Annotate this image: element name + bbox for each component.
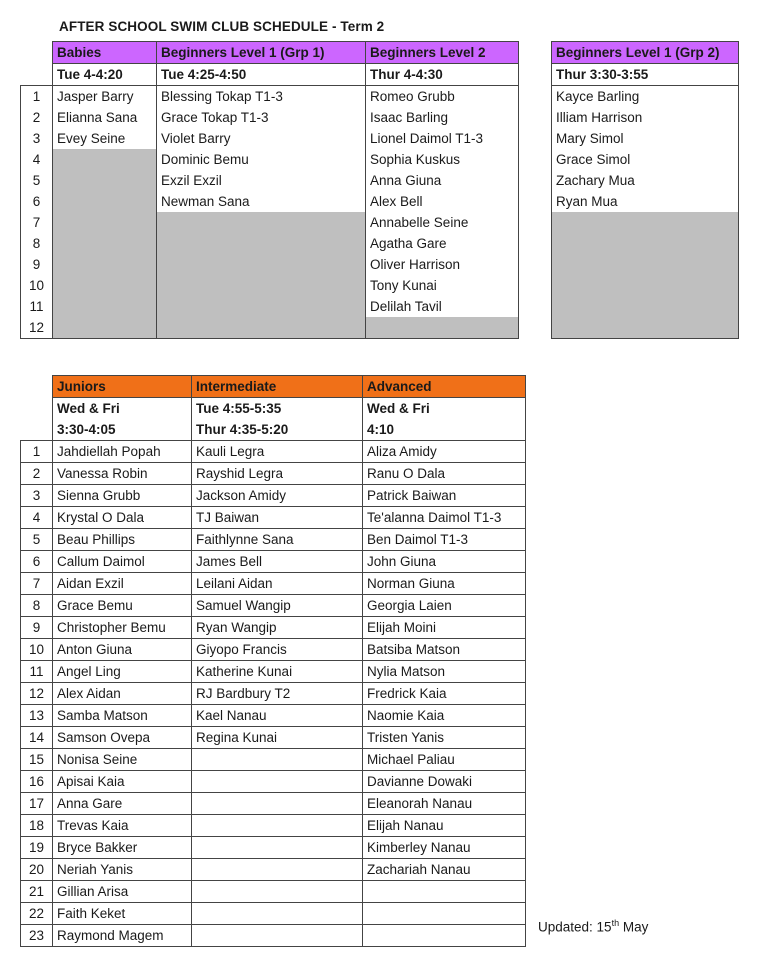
student-cell [157,212,366,233]
table-row [21,212,519,233]
student-cell: Giyopo Francis [192,639,363,661]
student-cell: Lionel Daimol T1-3 [366,128,519,149]
column-time2-intermediate: Thur 4:35-5:20 [192,419,363,441]
row-number: 19 [21,837,53,859]
table-row [21,595,526,617]
column-header-advanced: Advanced [363,376,526,398]
row-number: 6 [21,191,53,212]
student-cell [157,233,366,254]
student-cell: Ben Daimol T1-3 [363,529,526,551]
student-cell [157,254,366,275]
table-row [21,881,526,903]
student-cell [192,881,363,903]
column-time-babies: Tue 4-4:20 [53,64,157,86]
table-row [21,254,519,275]
student-cell: Tristen Yanis [363,727,526,749]
student-cell: Bryce Bakker [53,837,192,859]
student-cell [157,275,366,296]
column-header-beginners-l2: Beginners Level 2 [366,42,519,64]
student-cell: Faith Keket [53,903,192,925]
table-row [21,617,526,639]
student-cell: Samba Matson [53,705,192,727]
student-cell: Batsiba Matson [363,639,526,661]
student-cell [192,837,363,859]
student-cell [53,317,157,339]
row-number: 5 [21,529,53,551]
student-cell: Eleanorah Nanau [363,793,526,815]
student-cell: Isaac Barling [366,107,519,128]
student-cell [552,317,739,339]
row-number: 17 [21,793,53,815]
row-number: 2 [21,463,53,485]
student-cell [363,881,526,903]
table-row [21,661,526,683]
row-number: 22 [21,903,53,925]
table-row [552,317,739,339]
column-header-intermediate: Intermediate [192,376,363,398]
student-cell: Anton Giuna [53,639,192,661]
table-row [21,529,526,551]
table-row [21,903,526,925]
row-number: 1 [21,86,53,108]
student-cell: Sienna Grubb [53,485,192,507]
row-number: 5 [21,170,53,191]
student-cell [192,925,363,947]
table-row [21,727,526,749]
student-cell: Apisai Kaia [53,771,192,793]
row-number: 12 [21,683,53,705]
row-number: 7 [21,212,53,233]
student-cell: Beau Phillips [53,529,192,551]
student-cell: Christopher Bemu [53,617,192,639]
row-number: 4 [21,149,53,170]
student-cell: Elijah Moini [363,617,526,639]
student-cell: Michael Paliau [363,749,526,771]
table-row [552,212,739,233]
table-row [552,170,739,191]
student-cell [552,275,739,296]
student-cell: Jackson Amidy [192,485,363,507]
row-number: 12 [21,317,53,339]
student-cell: Dominic Bemu [157,149,366,170]
student-cell [53,149,157,170]
table-row [552,107,739,128]
student-cell: Vanessa Robin [53,463,192,485]
student-cell: Ryan Wangip [192,617,363,639]
student-cell: Samuel Wangip [192,595,363,617]
column-header-juniors: Juniors [53,376,192,398]
student-cell [552,254,739,275]
page-title: AFTER SCHOOL SWIM CLUB SCHEDULE - Term 2 [59,19,385,34]
student-cell [157,317,366,339]
student-cell: Naomie Kaia [363,705,526,727]
student-cell: Katherine Kunai [192,661,363,683]
row-number: 3 [21,485,53,507]
student-cell: Oliver Harrison [366,254,519,275]
student-cell: Mary Simol [552,128,739,149]
student-cell: Blessing Tokap T1-3 [157,86,366,108]
row-number: 9 [21,254,53,275]
student-cell [53,233,157,254]
student-cell: Newman Sana [157,191,366,212]
row-number: 10 [21,639,53,661]
table-row [21,793,526,815]
student-cell: Zachariah Nanau [363,859,526,881]
schedule-table-seniors [20,375,526,947]
table-row [21,573,526,595]
table-row [21,128,519,149]
student-cell: Grace Simol [552,149,739,170]
student-cell: Kayce Barling [552,86,739,108]
student-cell [53,170,157,191]
student-cell: Kauli Legra [192,441,363,463]
schedule-table-beginners-grp2 [551,41,739,339]
student-cell: Elianna Sana [53,107,157,128]
student-cell: Elijah Nanau [363,815,526,837]
student-cell: Kimberley Nanau [363,837,526,859]
student-cell: Aidan Exzil [53,573,192,595]
student-cell: Samson Ovepa [53,727,192,749]
updated-note: Updated: 15th May [538,918,649,935]
student-cell: Exzil Exzil [157,170,366,191]
student-cell: Zachary Mua [552,170,739,191]
column-time-beginners-l1-grp1: Tue 4:25-4:50 [157,64,366,86]
table-row [552,191,739,212]
student-cell: Delilah Tavil [366,296,519,317]
table-row [552,296,739,317]
student-cell [192,793,363,815]
schedule-table-beginners [20,41,519,339]
student-cell: Callum Daimol [53,551,192,573]
student-cell: Trevas Kaia [53,815,192,837]
table-row [21,233,519,254]
table-row [21,551,526,573]
student-cell: Neriah Yanis [53,859,192,881]
column-header-babies: Babies [53,42,157,64]
student-cell: Grace Bemu [53,595,192,617]
row-number: 10 [21,275,53,296]
student-cell [192,903,363,925]
student-cell: Leilani Aidan [192,573,363,595]
student-cell [53,254,157,275]
column-header-beginners-l1-grp1: Beginners Level 1 (Grp 1) [157,42,366,64]
student-cell: Alex Bell [366,191,519,212]
student-cell: Evey Seine [53,128,157,149]
column-time-intermediate: Tue 4:55-5:35 [192,398,363,420]
table-row [21,441,526,463]
student-cell: Raymond Magem [53,925,192,947]
student-cell: Violet Barry [157,128,366,149]
student-cell: Romeo Grubb [366,86,519,108]
student-cell: Davianne Dowaki [363,771,526,793]
student-cell: Tony Kunai [366,275,519,296]
student-cell: Nylia Matson [363,661,526,683]
student-cell [552,296,739,317]
student-cell: Krystal O Dala [53,507,192,529]
student-cell: Fredrick Kaia [363,683,526,705]
row-number: 8 [21,595,53,617]
student-cell: Ryan Mua [552,191,739,212]
student-cell [363,903,526,925]
table-row [21,925,526,947]
table-row [21,639,526,661]
table-row [21,463,526,485]
table-row [21,170,519,191]
student-cell: Illiam Harrison [552,107,739,128]
student-cell [366,317,519,339]
student-cell [53,212,157,233]
column-time-beginners-l1-grp2: Thur 3:30-3:55 [552,64,739,86]
student-cell [552,233,739,254]
student-cell: Patrick Baiwan [363,485,526,507]
row-number: 11 [21,661,53,683]
table-row [552,275,739,296]
student-cell [192,859,363,881]
table-row [21,837,526,859]
student-cell: Sophia Kuskus [366,149,519,170]
student-cell: Annabelle Seine [366,212,519,233]
student-cell: Grace Tokap T1-3 [157,107,366,128]
student-cell: Te'alanna Daimol T1-3 [363,507,526,529]
row-number: 18 [21,815,53,837]
student-cell: Aliza Amidy [363,441,526,463]
column-header-beginners-l1-grp2: Beginners Level 1 (Grp 2) [552,42,739,64]
student-cell: James Bell [192,551,363,573]
table-row [552,128,739,149]
student-cell: Anna Gare [53,793,192,815]
table-row [21,771,526,793]
table-row [552,86,739,108]
student-cell [192,771,363,793]
student-cell [53,296,157,317]
column-time2-juniors: 3:30-4:05 [53,419,192,441]
row-number: 4 [21,507,53,529]
student-cell: TJ Baiwan [192,507,363,529]
row-number: 6 [21,551,53,573]
table-row [21,749,526,771]
row-number: 23 [21,925,53,947]
row-number: 2 [21,107,53,128]
student-cell [363,925,526,947]
student-cell [53,275,157,296]
row-number: 11 [21,296,53,317]
table-row [21,705,526,727]
table-row [21,149,519,170]
student-cell: RJ Bardbury T2 [192,683,363,705]
student-cell: Faithlynne Sana [192,529,363,551]
student-cell: Regina Kunai [192,727,363,749]
column-time2-advanced: 4:10 [363,419,526,441]
table-row [21,296,519,317]
student-cell: Kael Nanau [192,705,363,727]
row-number: 1 [21,441,53,463]
table-row [21,859,526,881]
student-cell [192,749,363,771]
student-cell: Georgia Laien [363,595,526,617]
student-cell: Rayshid Legra [192,463,363,485]
row-number: 14 [21,727,53,749]
column-time-beginners-l2: Thur 4-4:30 [366,64,519,86]
student-cell: Jasper Barry [53,86,157,108]
table-row [21,107,519,128]
student-cell: Ranu O Dala [363,463,526,485]
student-cell: Nonisa Seine [53,749,192,771]
student-cell [157,296,366,317]
row-number: 8 [21,233,53,254]
student-cell: Alex Aidan [53,683,192,705]
table-row [552,254,739,275]
row-number: 7 [21,573,53,595]
table-row [21,317,519,339]
column-time-advanced: Wed & Fri [363,398,526,420]
table-row [21,275,519,296]
student-cell: Gillian Arisa [53,881,192,903]
row-number: 13 [21,705,53,727]
table-row [21,86,519,108]
row-number: 15 [21,749,53,771]
student-cell [192,815,363,837]
student-cell [53,191,157,212]
student-cell: Anna Giuna [366,170,519,191]
student-cell: Angel Ling [53,661,192,683]
student-cell: John Giuna [363,551,526,573]
table-row [21,507,526,529]
student-cell: Jahdiellah Popah [53,441,192,463]
table-row [21,815,526,837]
table-row [552,233,739,254]
row-number: 20 [21,859,53,881]
row-number: 3 [21,128,53,149]
table-row [21,485,526,507]
student-cell [552,212,739,233]
table-row [552,149,739,170]
table-row [21,191,519,212]
student-cell: Agatha Gare [366,233,519,254]
row-number: 9 [21,617,53,639]
table-row [21,683,526,705]
student-cell: Norman Giuna [363,573,526,595]
row-number: 16 [21,771,53,793]
row-number: 21 [21,881,53,903]
column-time-juniors: Wed & Fri [53,398,192,420]
